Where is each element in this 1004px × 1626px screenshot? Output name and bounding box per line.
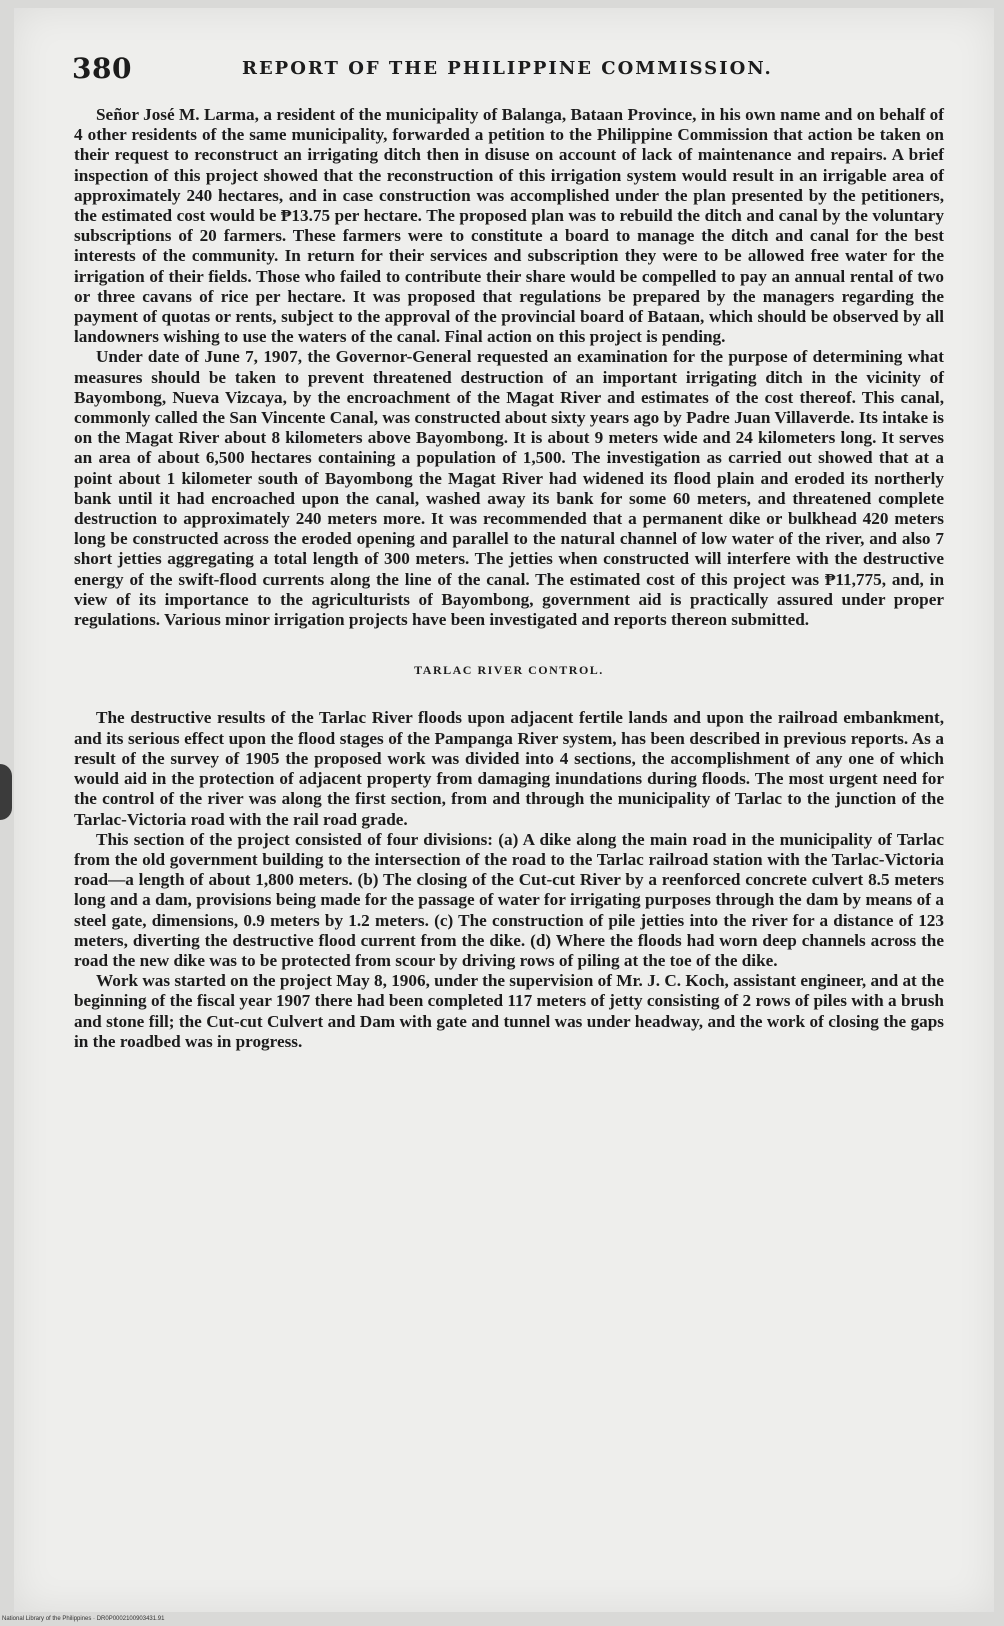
page-header xyxy=(72,52,954,92)
paragraph-work-progress: Work was started on the project May 8, 1906, under the supervision of Mr. J. C. Koch, assistant engineer, and at the beginning of the fiscal year 1907 there had been completed 117 meters of jetty consisting of 2 rows of piles with a brush and stone fill; the Cut-cut Culvert and Dam with gate and tunnel was under headway, and the work of closing the gaps in the roadbed was in progress. xyxy=(74,971,944,1051)
paragraph-larma-petition: Señor José M. Larma, a resident of the municipality of Balanga, Bataan Province, in his own name and on behalf of 4 other residents of the same municipality, forwarded a petition to the Philippine Commission that action be taken on their request to reconstruct an irrigating ditch then in disuse on account of lack of maintenance and repairs. A brief inspection of this project showed that the reconstruction of this irrigation system would result in an irrigable area of approximately 240 hectares, and in case construction was accomplished under the plan presented by the petitioners, the estimated cost would be ₱13.75 per hectare. The proposed plan was to rebuild the ditch and canal by the voluntary subscriptions of 20 farmers. These farmers were to constitute a board to manage the ditch and canal for the best interests of the community. In return for their services and subscription they were to be allowed free water for the irrigation of their fields. Those who failed to contribute their share would be compelled to pay an annual rental of two or three cavans of rice per hectare. It was proposed that regulations be prepared by the managers regarding the payment of quotas or rents, subject to the approval of the provincial board of Bataan, which should be observed by all landowners wishing to use the waters of the canal. Final action on this project is pending. xyxy=(74,105,944,347)
document-page xyxy=(14,8,994,1612)
page-number: 380 xyxy=(72,52,132,85)
section-heading: TARLAC RIVER CONTROL. xyxy=(414,663,604,678)
running-head: REPORT OF THE PHILIPPINE COMMISSION. xyxy=(242,58,773,79)
paragraph-tarlac-floods: The destructive results of the Tarlac River floods upon adjacent fertile lands and upon the railroad embankment, and its serious effect upon the flood stages of the Pampanga River system, has been described in previous reports. As a result of the survey of 1905 the proposed work was divided into 4 sections, the accomplishment of any one of which would aid in the protection of adjacent property from damaging inundations during floods. The most urgent need for the control of the river was along the first section, from and through the municipality of Tarlac to the junction of the Tarlac-Victoria road with the rail road grade. xyxy=(74,708,944,829)
tarlac-section xyxy=(74,708,944,1051)
body-text xyxy=(74,105,944,1052)
scan-credit: National Library of the Philippines · DR0P0002100903431.91 xyxy=(2,1616,165,1622)
paragraph-project-divisions: This section of the project consisted of four divisions: (a) A dike along the main road in the municipality of Tarlac from the old government building to the intersection of the road to the Tarlac railroad station with the Tarlac-Victoria road—a length of about 1,800 meters. (b) The closing of the Cut-cut River by a reenforced concrete culvert 8.5 meters long and a dam, provisions being made for the passage of water for irrigating purposes through the dam by means of a steel gate, dimensions, 0.9 meters by 1.2 meters. (c) The construction of pile jetties into the river for a distance of 123 meters, diverting the destructive flood current from the dike. (d) Where the floods had worn deep channels across the road the new dike was to be protected from scour by driving rows of piling at the toe of the dike. xyxy=(74,829,944,970)
binding-clip-mark xyxy=(0,764,12,820)
paragraph-san-vincente-canal: Under date of June 7, 1907, the Governor-General requested an examination for the purpose of determining what measures should be taken to prevent threatened destruction of an important irrigating ditch in the vicinity of Bayombong, Nueva Vizcaya, by the encroachment of the Magat River and estimates of the cost thereof. This canal, commonly called the San Vincente Canal, was constructed about sixty years ago by Padre Juan Villaverde. Its intake is on the Magat River about 8 kilometers above Bayombong. It is about 9 meters wide and 24 kilometers long. It serves an area of about 6,500 hectares containing a population of 1,500. The investigation as carried out showed that at a point about 1 kilometer south of Bayombong the Magat River had widened its flood plain and eroded its northerly bank until it had encroached upon the canal, washed away its bank for some 60 meters, and threatened complete destruction to approximately 240 meters more. It was recommended that a permanent dike or bulkhead 420 meters long be constructed across the eroded opening and parallel to the natural channel of low water of the river, and also 7 short jetties aggregating a total length of 300 meters. The jetties when constructed will interfere with the destructive energy of the swift-flood currents along the line of the canal. The estimated cost of this project was ₱11,775, and, in view of its importance to the agriculturists of Bayombong, government aid is practically assured under proper regulations. Various minor irrigation projects have been investigated and reports thereon submitted. xyxy=(74,347,944,630)
